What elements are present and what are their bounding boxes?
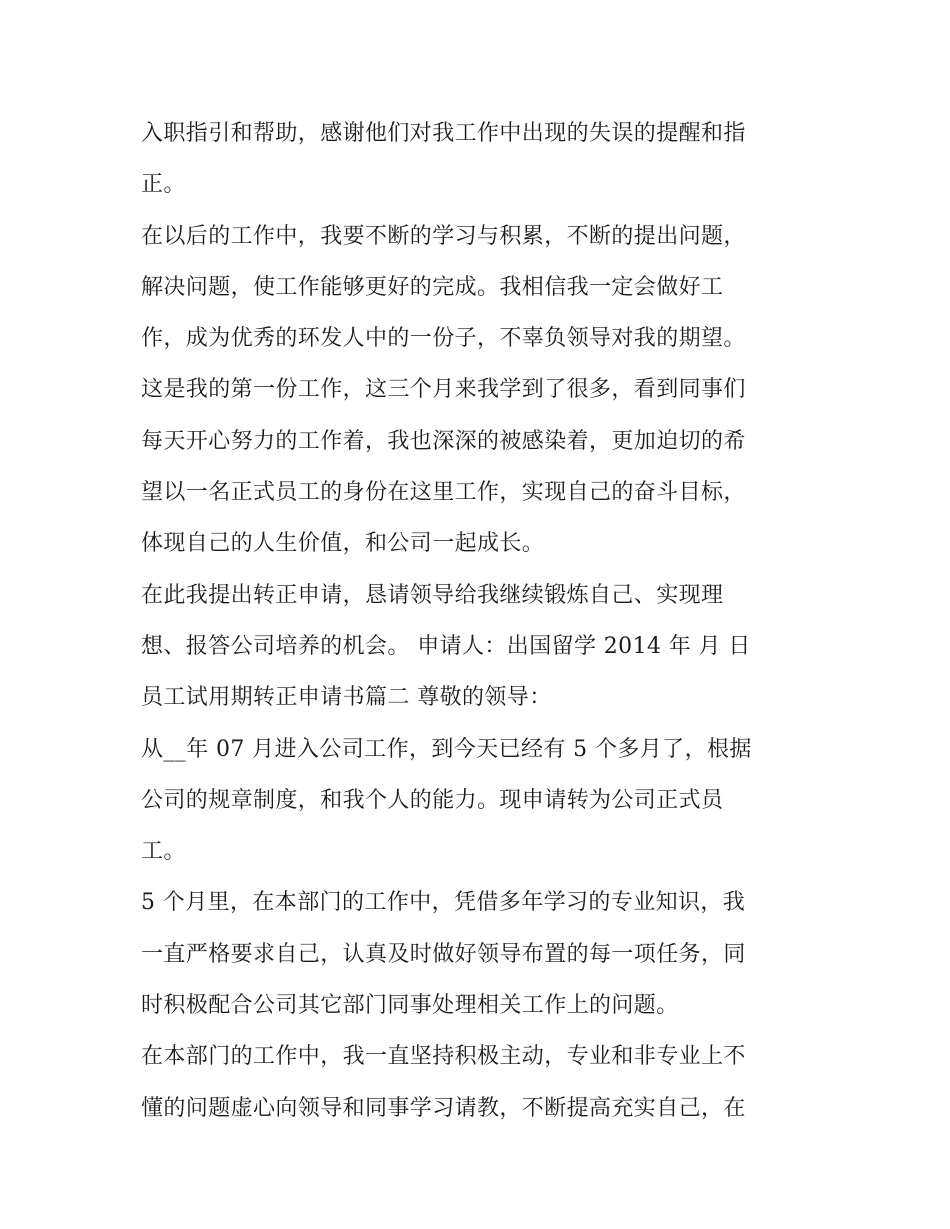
text-line: 入职指引和帮助，感谢他们对我工作中出现的失误的提醒和指 <box>141 121 746 146</box>
text-line: 公司的规章制度，和我个人的能力。现申请转为公司正式员 <box>141 787 724 813</box>
text-line: 每天开心努力的工作着，我也深深的被感染着，更加迫切的希 <box>141 428 746 454</box>
text-line: 从__年 07 月进入公司工作，到今天已经有 5 个多月了，根据 <box>141 736 752 762</box>
text-line: 这是我的第一份工作，这三个月来我学到了很多，看到同事们 <box>141 377 746 403</box>
text-line: 体现自己的人生价值，和公司一起成长。 <box>141 531 545 557</box>
text-line: 在本部门的工作中，我一直坚持积极主动，专业和非专业上不 <box>141 1044 746 1070</box>
text-line: 望以一名正式员工的身份在这里工作，实现自己的奋斗目标， <box>141 480 746 506</box>
text-line: 5 个月里，在本部门的工作中，凭借多年学习的专业知识，我 <box>141 890 746 916</box>
text-line: 在此我提出转正申请，恳请领导给我继续锻炼自己、实现理 <box>141 582 724 608</box>
text-line: 一直严格要求自己，认真及时做好领导布置的每一项任务，同 <box>141 941 746 967</box>
text-line: 正。 <box>141 172 186 198</box>
text-line: 在以后的工作中，我要不断的学习与积累，不断的提出问题， <box>141 223 746 249</box>
section-heading-line: 员工试用期转正申请书篇二 尊敬的领导： <box>141 685 552 711</box>
text-line: 想、报答公司培养的机会。 申请人：出国留学 2014 年 月 日 <box>141 633 751 659</box>
text-line: 解决问题，使工作能够更好的完成。我相信我一定会做好工 <box>141 274 724 300</box>
text-line: 时积极配合公司其它部门同事处理相关工作上的问题。 <box>141 993 679 1019</box>
document-body <box>141 108 821 1134</box>
text-line: 懂的问题虚心向领导和同事学习请教，不断提高充实自己，在 <box>141 1095 746 1121</box>
text-line: 工。 <box>141 839 186 865</box>
text-line: 作，成为优秀的环发人中的一份子，不辜负领导对我的期望。 <box>141 326 746 352</box>
